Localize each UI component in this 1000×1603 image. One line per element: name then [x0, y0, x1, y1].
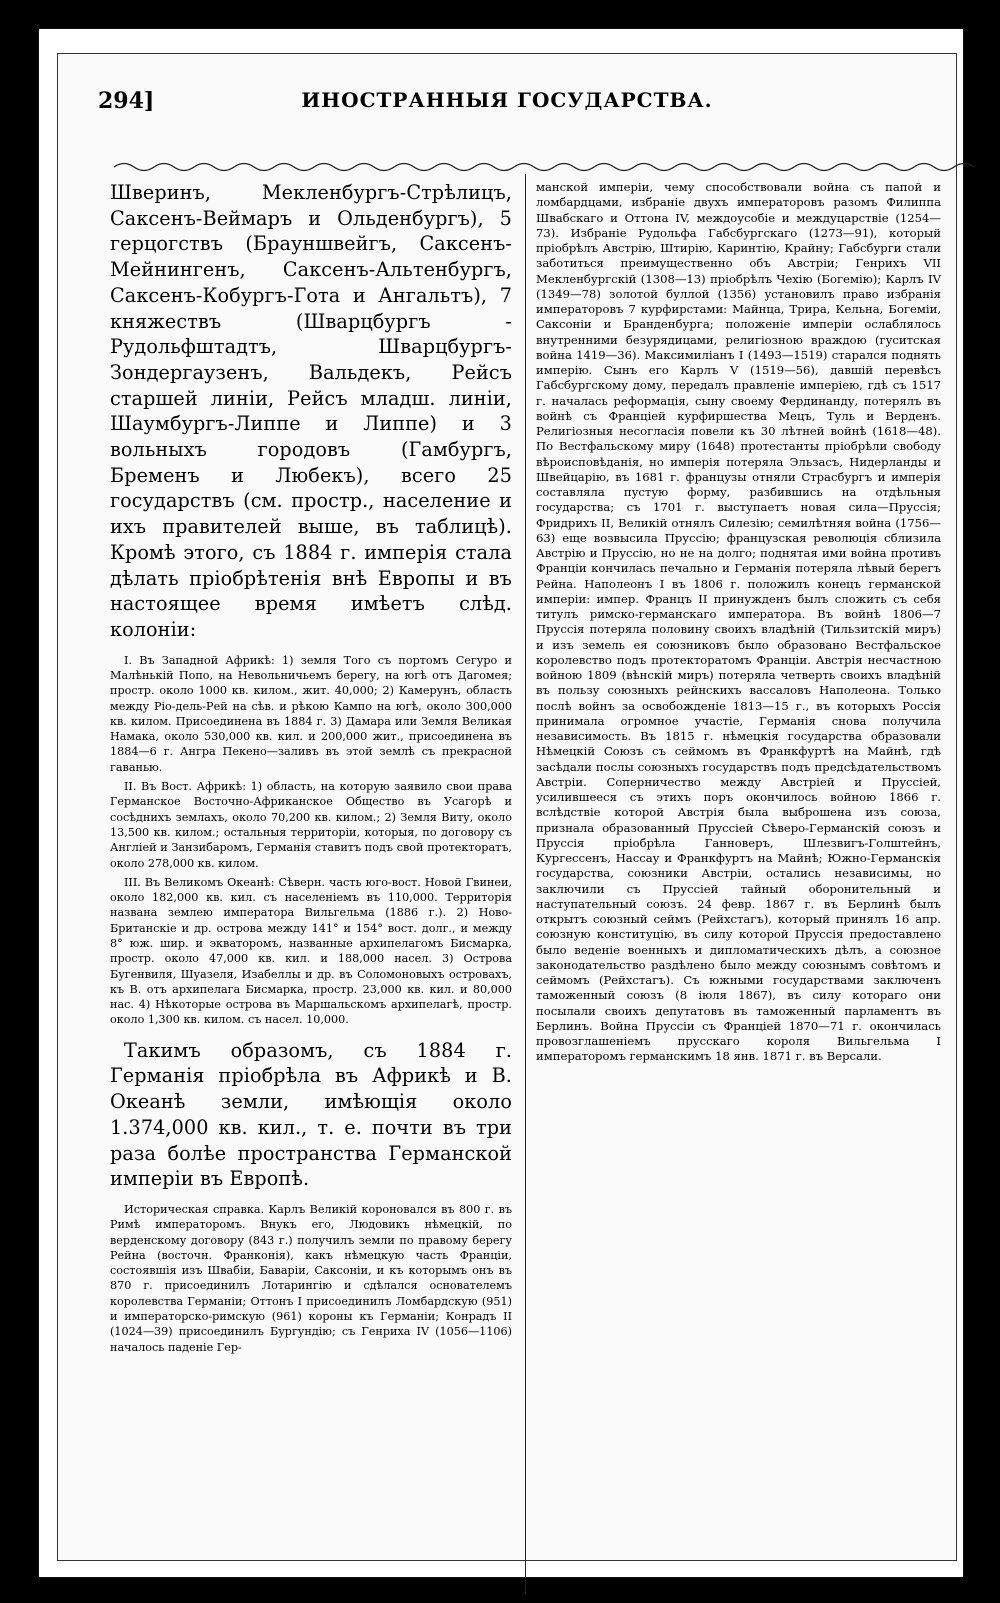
- summary-paragraph: Такимъ образомъ, съ 1884 г. Германія пріобрѣла въ Африкѣ и В. Океанѣ земли, имѣющія около 1.374,000 кв. кил., т. е. почти въ три раза болѣе пространства Германской имперіи въ Европѣ.: [110, 1038, 512, 1191]
- colonies-pacific: III. Въ Великомъ Океанѣ: Сѣверн. часть юго-вост. Новой Гвинеи, около 182,000 кв. кил. съ населеніемъ въ 110,000. Территорія названа землею императора Вильгельма (1886 г.). 2) Ново-Британскіе и др. острова между 141° и 154° вост. долг., и между 8° юж. шир. и экваторомъ, названные архипелагомъ Бисмарка, простр. около 47,000 кв. кил. и 188,000 насел. 3) Острова Бугенвиля, Шуазеля, Изабеллы и др. въ Соломоновыхъ островахъ, къ В. отъ архипелага Бисмарка, простр. 23,000 кв. кил. и 80,000 нас. 4) Нѣкоторые острова въ Маршальскомъ архипелагѣ, простр. около 1,300 кв. килом. съ насел. 10,000.: [110, 875, 512, 1027]
- page-header: [58, 88, 956, 124]
- page-scan: [38, 28, 964, 1578]
- colonies-west-africa: I. Въ Западной Африкѣ: 1) земля Того съ портомъ Сегуро и Малѣнькій Попо, на Невольничьемъ берегу, на югѣ отъ Дагомея; простр. около 1000 кв. килом., жит. 40,000; 2) Камерунъ, область между Ріо-дель-Рей на сѣв. и рѣкою Кампо на югѣ, около 300,000 кв. килом. Присоединена въ 1884 г. 3) Дамара или Земля Великая Намака, около 530,000 кв. кил. и 200,000 жит., присоединена въ 1884—6 г. Ангра Пекено—заливъ въ этой землѣ съ прекрасной гаванью.: [110, 653, 512, 774]
- intro-paragraph: Шверинъ, Мекленбургъ-Стрѣлицъ, Саксенъ-Веймаръ и Ольденбургъ), 5 герцогствъ (Брауншвейгъ, Саксенъ-Мейнингенъ, Саксенъ-Альтенбургъ, Саксенъ-Кобургъ-Гота и Ангальтъ), 7 княжествъ (Шварцбургъ - Рудольфштадтъ, Шварцбургъ-Зондергаузенъ, Вальдекъ, Рейсъ старшей линіи, Рейсъ младш. линіи, Шаумбургъ-Липпе и Липпе) и 3 вольныхъ городовъ (Гамбургъ, Бременъ и Любекъ), всего 25 государствъ (см. простр., население и ихъ правителей выше, въ таблицѣ). Кромѣ этого, съ 1884 г. имперія стала дѣлать пріобрѣтенія внѣ Европы и въ настоящее время имѣетъ слѣд. колоніи:: [110, 181, 512, 641]
- history-note: Историческая справка. Карлъ Великій короновался въ 800 г. въ Римѣ императоромъ. Внукъ его, Людовикъ нѣмецкій, по верденскому договору (843 г.) получилъ земли по правому берегу Рейна (восточн. Франконія), какъ нѣмецкую часть Франціи, состоявшія изъ Швабіи, Баваріи, Саксоніи, и къ которымъ онъ въ 870 г. присоединилъ Лотарингію и сдѣлался основателемъ королевства Германіи; Оттонъ I присоединилъ Ломбардскую (951) и императорско-римскую (961) короны къ Германіи; Конрадъ II (1024—39) присоединилъ Бургундію; съ Генриха IV (1056—1106) началось паденіе Гер-: [110, 1203, 512, 1354]
- left-column: [110, 180, 512, 1355]
- column-divider: [525, 174, 526, 1594]
- printed-page: [57, 53, 957, 1561]
- right-column: [536, 180, 941, 1065]
- header-rule: [114, 160, 974, 174]
- history-continued: манской имперіи, чему способствовали война съ папой и ломбардцами, избраніе двухъ императоровъ разомъ Филиппа Швабскаго и Оттона IV, междоусобіе и междуцарствіе (1254—73). Избраніе Рудольфа Габсбургскаго (1273—91), который пріобрѣлъ Австрію, Штирію, Каринтію, Крайну; Габсбурги стали заботиться преимущественно объ Австріи; Генрихъ VII Мекленбургскій (1308—13) пріобрѣлъ Чехію (Богемію); Карлъ IV (1349—78) золотой буллой (1356) установилъ право избранія императоровъ 7 курфирстами: Майнца, Трира, Кельна, Богеміи, Саксоніи и Бранденбурга; положеніе имперіи ослаблялось внутренними безурядицами, религіозною враждою (гуситская война 1419—36). Максимиліанъ I (1493—1519) старался поднять имперію. Сынъ его Карлъ V (1519—56), давшій перевѣсъ Габсбургскому дому, передалъ правленіе имперіею, гдѣ съ 1517 г. началась реформація, сыну своему Фердинанду, потерялъ въ войнѣ съ Франціей курфиршества Мецъ, Туль и Верденъ. Религіозныя несогласія повели къ 30 лѣтней войнѣ (1618—48). По Вестфальскому миру (1648) протестанты пріобрѣли свободу вѣроисповѣданія, но имперія потеряла Эльзасъ, Нидерланды и Швейцарію, въ 1681 г. французы отняли Страсбургъ и имперія составляла пустую форму, разбившись на отдѣльныя государства; съ 1701 г. выступаетъ новая сила—Пруссія; Фридрихъ II, Великій отнялъ Силезію; семилѣтняя война (1756—63) еще возвысила Пруссію; французская революція сблизила Австрію и Пруссію, но не на долго; поднятая ими война противъ Франціи кончилась печально и Германія потеряла лѣвый берегъ Рейна. Наполеонъ I въ 1806 г. положилъ конецъ германской имперіи: импер. Францъ II принужденъ былъ сложить съ себя титулъ римско-германскаго императора. Въ войнѣ 1806—7 Пруссія потеряла половину своихъ владѣній (Тильзитскій миръ) и изъ земель ея союзниковъ было образовано Вестфальское королевство подъ протекторатомъ Франціи. Австрія несчастною войною 1809 (вѣнскій миръ) потеряла четверть своихъ владѣній въ пользу союзныхъ рейнскихъ вассаловъ Наполеона. Только послѣ войнъ за освобожденіе 1813—15 г., въ которыхъ Россія принимала огромное участіе, Германія снова получила независимость. Въ 1815 г. нѣмецкія государства образовали Нѣмецкій Союзъ съ сеймомъ въ Франкфуртѣ на Майнѣ, гдѣ засѣдали послы союзныхъ государствъ подъ предсѣдательствомъ Австріи. Соперничество между Австріей и Пруссіей, усилившееся съ этихъ поръ окончилось войною 1866 г. вслѣдствіе которой Австрія была выброшена изъ союза, признала образованный Пруссіей Сѣверо-Германскій союзъ и Пруссія пріобрѣла Ганноверъ, Шлезвигъ-Голштейнъ, Кургессенъ, Нассау и Франкфуртъ на Майнѣ; Южно-Германскія государства, союзники Австріи, остались независимы, но заключили съ Пруссіей тайный оборонительный и наступательный союзъ. 24 февр. 1867 г. въ Берлинѣ былъ открытъ союзный сеймъ (Рейхстагъ), который принялъ 16 апр. союзную конституцію, въ силу которой Пруссія предоставлено было веденіе военныхъ и дипломатическихъ дѣлъ, а союзное законодательство раздѣлено было между союзнымъ совѣтомъ и сеймомъ (Рейхстагъ). Съ южными государствами заключенъ таможенный союзъ (8 іюля 1867), въ силу котораго они посылали своихъ депутатовъ въ таможенный парламентъ въ Берлинъ. Война Пруссіи съ Франціей 1870—71 г. окончилась провозглашеніемъ прусскаго короля Вильгельма I императоромъ германскимъ 18 янв. 1871 г. въ Версали.: [536, 180, 941, 1064]
- page-title: ИНОСТРАННЫЯ ГОСУДАРСТВА.: [301, 88, 713, 112]
- colonies-east-africa: II. Въ Вост. Африкѣ: 1) область, на которую заявило свои права Германское Восточно-Африканское Общество въ Усагорѣ и сосѣднихъ землахъ, около 70,200 кв. килом.; 2) Земля Виту, около 13,500 кв. килом.; остальныя территоріи, которыя, по договору съ Англіей и Занзибаромъ, Германія ставитъ подъ свой протекторатъ, около 278,000 кв. килом.: [110, 780, 512, 870]
- page-number: 294]: [98, 88, 155, 114]
